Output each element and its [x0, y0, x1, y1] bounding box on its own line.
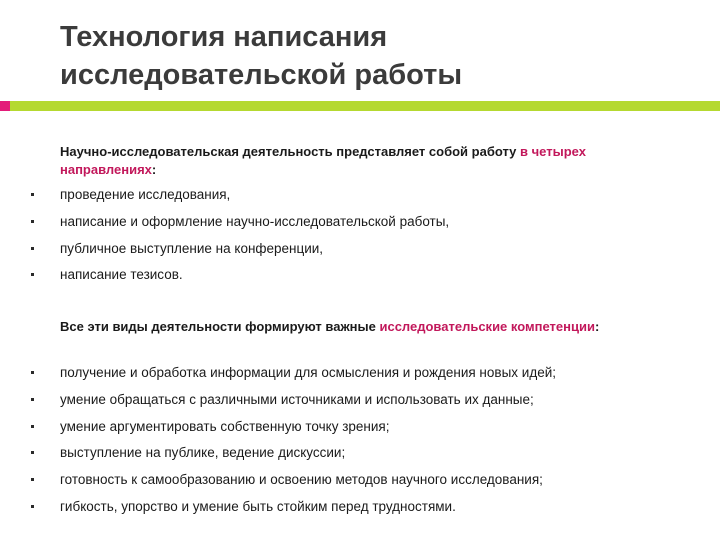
list-item [0, 417, 720, 437]
list-item [0, 212, 720, 232]
list-item [0, 497, 720, 517]
section-1-intro-highlight: в четырех направлениях [60, 144, 586, 177]
section-2-intro-text: Все эти виды деятельности формируют важные [60, 319, 380, 334]
bullet-icon [31, 193, 34, 196]
bullet-icon [31, 425, 34, 428]
list-item-text: умение обращаться с различными источниками и использовать их данные; [60, 392, 534, 407]
list-item [0, 443, 720, 463]
list-item-text: гибкость, упорство и умение быть стойким перед трудностями. [60, 499, 456, 514]
list-item-text: проведение исследования, [60, 187, 231, 202]
list-item-text: выступление на публике, ведение дискуссии; [60, 445, 346, 460]
list-item-text: написание тезисов. [60, 267, 183, 282]
section-1-intro-text: Научно-исследовательская деятельность представляет собой работу [60, 144, 521, 159]
section-2-intro-highlight: исследовательские компетенции [379, 319, 595, 334]
slide-title-line-2: исследовательской работы [60, 59, 463, 91]
bullet-icon [31, 478, 34, 481]
bullet-icon [31, 451, 34, 454]
list-item [0, 185, 720, 205]
list-item-text: написание и оформление научно-исследовательской работы, [60, 214, 450, 229]
list-item [0, 390, 720, 410]
section-2-intro [60, 318, 660, 336]
list-item [0, 363, 720, 383]
bullet-icon [31, 247, 34, 250]
list-item [0, 470, 720, 490]
list-item [0, 265, 720, 285]
list-item-text: умение аргументировать собственную точку зрения; [60, 419, 390, 434]
list-item [0, 239, 720, 259]
bullet-icon [31, 220, 34, 223]
bullet-icon [31, 505, 34, 508]
section-1-intro-colon: : [151, 162, 157, 177]
list-item-text: получение и обработка информации для осмысления и рождения новых идей; [60, 365, 556, 380]
bullet-icon [31, 371, 34, 374]
section-1-intro [60, 143, 660, 179]
list-item-text: готовность к самообразованию и освоению методов научного исследования; [60, 472, 543, 487]
section-2-intro-colon: : [594, 319, 600, 334]
slide-title-line-1: Технология написания [60, 21, 388, 53]
bullet-icon [31, 398, 34, 401]
list-item-text: публичное выступление на конференции, [60, 241, 324, 256]
bullet-icon [31, 273, 34, 276]
